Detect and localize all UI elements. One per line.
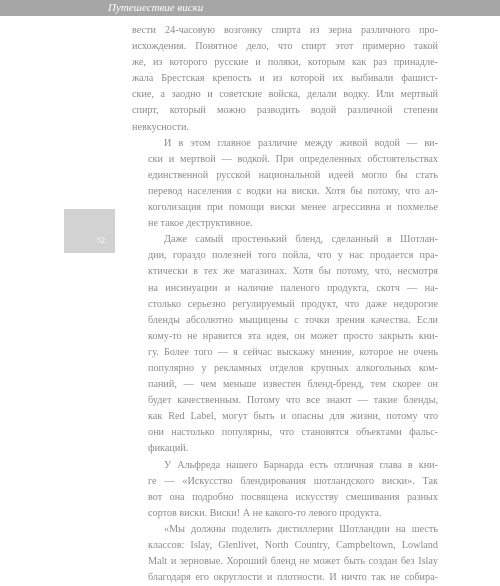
- text-line: дии, гораздо полезней того пойла, что у нас продается пра-: [148, 250, 438, 262]
- text-line: паний, — чем меньше известен бленд-бренд, тем скорее он: [148, 379, 438, 391]
- text-line: фикаций.: [148, 443, 189, 455]
- text-line: сортов виски. Виски! А не какого-то левого продукта.: [148, 507, 382, 519]
- text-line: ские, а заодно и советские войска, делали водку. Или мертвый: [132, 89, 438, 101]
- text-line: благодаря его округлости и плотности. И ничто так не собира-: [148, 572, 438, 584]
- paragraph: [132, 522, 438, 586]
- running-header-title: Путешествие виски: [108, 2, 204, 14]
- text-line: кому-то не нравится эта идея, он может просто закрыть кни-: [148, 330, 438, 342]
- paragraph: [132, 232, 438, 457]
- page-number-box: [64, 209, 115, 253]
- text-line: невкусности.: [132, 121, 189, 133]
- text-line: перевод населения с водки на виски. Хотя бы потому, что ал-: [148, 185, 438, 197]
- running-header-bar: [0, 0, 500, 16]
- paragraph: [132, 23, 438, 136]
- text-line: как Red Label, могут быть и опасны для жизни, потому что: [148, 411, 438, 423]
- text-line: на инсинуации и наличие паленого продукта, скотч — на-: [148, 282, 438, 294]
- text-line: они настолько популярны, что становятся объектами фальс-: [148, 427, 438, 439]
- text-line: Даже самый простенький бленд, сделанный в Шотлан-: [164, 234, 438, 246]
- text-line: ге — «Искусство блендирования шотландского виски». Так: [148, 475, 438, 487]
- text-line: популярно у рекламных отделов крупных алкогольных ком-: [148, 362, 438, 374]
- text-line: гу. Более того — я сейчас выскажу мнение, которое не очень: [148, 346, 438, 358]
- text-line: не такое деструктивное.: [148, 218, 253, 230]
- text-line: спирт, который можно разводить водой различной степени: [132, 105, 438, 117]
- text-line: ктически в тех же магазинах. Хотя бы потому, что, несмотря: [148, 266, 438, 278]
- text-line: У Альфреда нашего Барнарда есть отличная глава в кни-: [164, 459, 438, 471]
- text-line: будет качественным. Потому что все знают — такие бленды,: [148, 395, 438, 407]
- text-line: вести 24-часовую возгонку спирта из зерна различного про-: [132, 25, 438, 36]
- text-line: же, из которого русские и поляки, которым как раз принадле-: [132, 57, 438, 69]
- text-line: «Мы должны поделить дистиллерии Шотландии на шесть: [164, 523, 438, 535]
- text-line: вот она подробно посвящена искусству смешивания разных: [148, 491, 438, 503]
- body-text: [132, 23, 438, 586]
- text-line: исхождения. Понятное дело, что спирт этот примерно такой: [132, 41, 438, 53]
- text-line: бленды абсолютно мыщицены с точки зрения качества. Если: [148, 314, 438, 326]
- text-line: столько серьезно регулируемый продукт, что даже недорогие: [148, 298, 438, 310]
- paragraph: [132, 458, 438, 522]
- paragraph: [132, 136, 438, 233]
- text-line: классов: Islay, Glenlivet, North Country, Campbeltown, Lowland: [148, 540, 438, 551]
- text-line: Malt и зерновые. Хороший бленд не может быть создан без Islay: [148, 556, 438, 568]
- text-line: жала Брестская крепость и из которой их выбивали фашист-: [132, 73, 438, 85]
- text-line: единственной русской национальной идеей могло бы стать: [148, 169, 438, 181]
- page-number: 52: [97, 236, 105, 245]
- text-line: коголизация при помощи виски менее агрессивна и похмелье: [148, 202, 438, 214]
- text-line: ски и мертвой — водкой. При определенных обстоятельствах: [148, 153, 438, 165]
- text-line: И в этом главное различие между живой водой — ви-: [164, 137, 438, 149]
